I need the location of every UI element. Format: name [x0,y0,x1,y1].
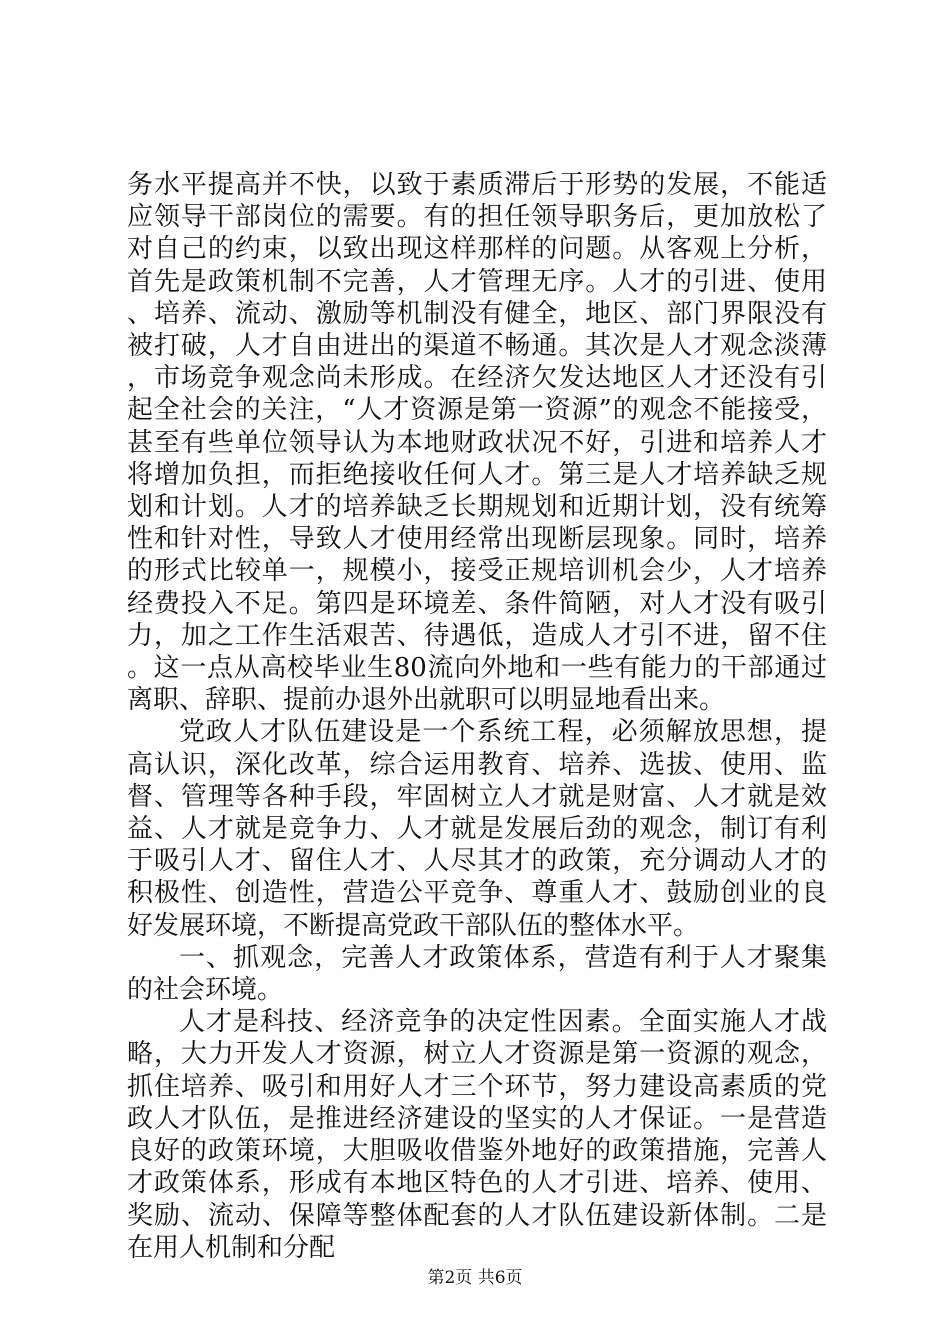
section-heading: 一、抓观念，完善人才政策体系，营造有利于人才聚集的社会环境。 [127,942,827,1006]
paragraph-overview: 党政人才队伍建设是一个系统工程，必须解放思想，提高认识，深化改革，综合运用教育、培养、选拔、使用、监督、管理等各种手段，牢固树立人才就是财富、人才就是效益、人才就是竞争力、人才就是发展后劲的观念，制订有利于吸引人才、留住人才、人尽其才的政策，充分调动人才的积极性、创造性，营造公平竞争、尊重人才、鼓励创业的良好发展环境，不断提高党政干部队伍的整体水平。 [127,717,827,941]
paragraph-section-body: 人才是科技、经济竞争的决定性因素。全面实施人才战略，大力开发人才资源，树立人才资源是第一资源的观念，抓住培养、吸引和用好人才三个环节，努力建设高素质的党政人才队伍，是推进经济建设的坚实的人才保证。一是营造良好的政策环境，大胆吸收借鉴外地好的政策措施，完善人才政策体系，形成有本地区特色的人才引进、培养、使用、奖励、流动、保障等整体配套的人才队伍建设新体制。二是在用人机制和分配 [127,1007,827,1263]
paragraph-continued: 务水平提高并不快，以致于素质滞后于形势的发展，不能适应领导干部岗位的需要。有的担任领导职务后，更加放松了对自己的约束，以致出现这样那样的问题。从客观上分析，首先是政策机制不完善，人才管理无序。人才的引进、使用、培养、流动、激励等机制没有健全，地区、部门界限没有被打破，人才自由进出的渠道不畅通。其次是人才观念淡薄，市场竞争观念尚未形成。在经济欠发达地区人才还没有引起全社会的关注，“人才资源是第一资源”的观念不能接受，甚至有些单位领导认为本地财政状况不好，引进和培养人才将增加负担，而拒绝接收任何人才。第三是人才培养缺乏规划和计划。人才的培养缺乏长期规划和近期计划，没有统筹性和针对性，导致人才使用经常出现断层现象。同时，培养的形式比较单一，规模小，接受正规培训机会少，人才培养经费投入不足。第四是环境差、条件简陋，对人才没有吸引力，加之工作生活艰苦、待遇低，造成人才引不进，留不住。这一点从高校毕业生80流向外地和一些有能力的干部通过离职、辞职、提前办退外出就职可以明显地看出来。 [127,170,827,716]
body-text [127,169,827,1264]
page-number: 第2页 共6页 [427,1268,523,1288]
